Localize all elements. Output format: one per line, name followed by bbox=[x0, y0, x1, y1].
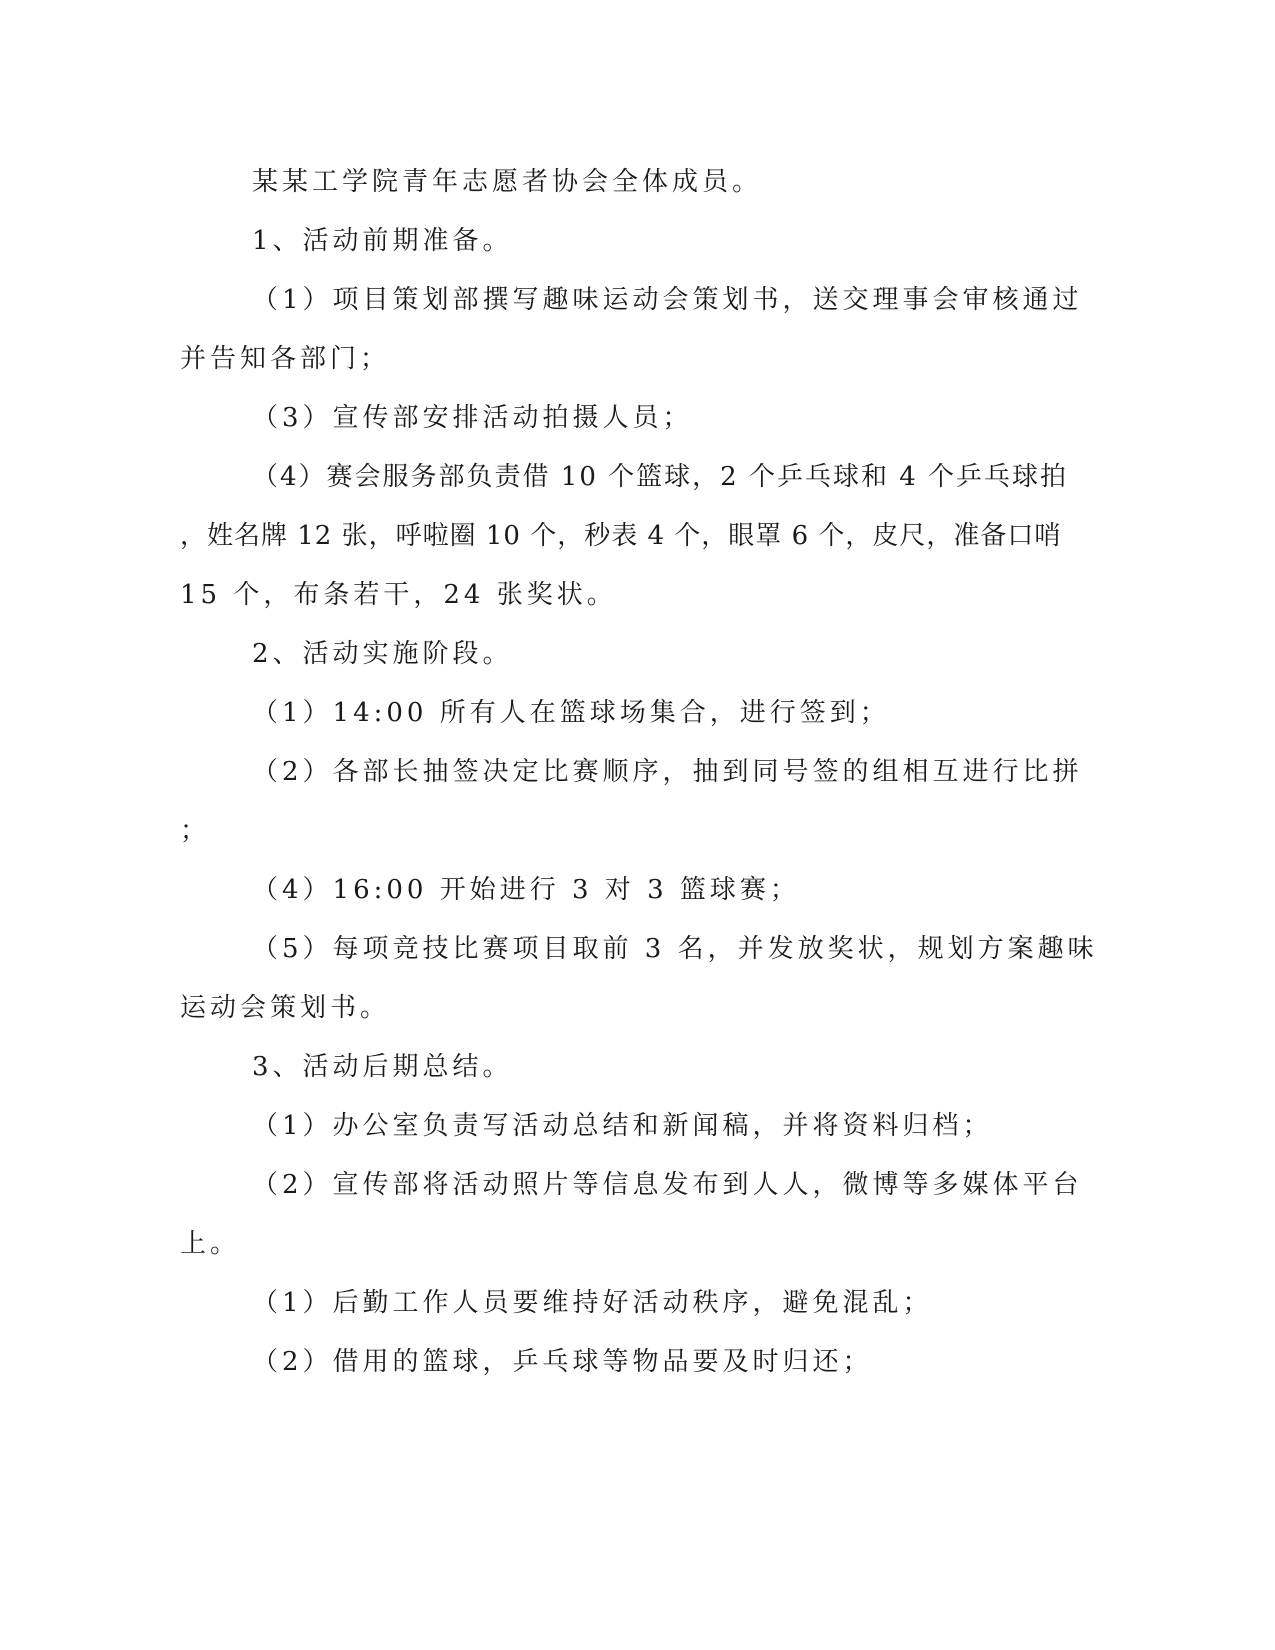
text-line: （2）借用的篮球，乒乓球等物品要及时归还； bbox=[252, 1347, 873, 1377]
text-line: 15 个，布条若干，24 张奖状。 bbox=[180, 580, 617, 610]
text-line: 并告知各部门； bbox=[180, 344, 391, 374]
text-line: （2）宣传部将活动照片等信息发布到人人，微博等多媒体平台 bbox=[252, 1170, 1083, 1200]
text-line: （1）办公室负责写活动总结和新闻稿，并将资料归档； bbox=[252, 1111, 993, 1141]
section-heading: 3、活动后期总结。 bbox=[252, 1052, 513, 1082]
section-heading: 2、活动实施阶段。 bbox=[252, 639, 513, 669]
text-line: （4）赛会服务部负责借 10 个篮球，2 个乒乓球和 4 个乒乓球拍 bbox=[252, 462, 1069, 492]
text-line: 上。 bbox=[180, 1229, 241, 1259]
text-line: （4）16:00 开始进行 3 对 3 篮球赛； bbox=[252, 875, 800, 905]
section-heading: 1、活动前期准备。 bbox=[252, 226, 513, 256]
text-line: ； bbox=[180, 816, 211, 846]
text-line: （1）后勤工作人员要维持好活动秩序，避免混乱； bbox=[252, 1288, 933, 1318]
text-line: ，姓名牌 12 张，呼啦圈 10 个，秒表 4 个，眼罩 6 个，皮尺，准备口哨 bbox=[180, 521, 1062, 551]
text-line: （2）各部长抽签决定比赛顺序，抽到同号签的组相互进行比拼 bbox=[252, 757, 1083, 787]
text-line: 运动会策划书。 bbox=[180, 993, 391, 1023]
text-line: （1）14:00 所有人在篮球场集合，进行签到； bbox=[252, 698, 890, 728]
text-line: 某某工学院青年志愿者协会全体成员。 bbox=[252, 167, 763, 197]
text-line: （1）项目策划部撰写趣味运动会策划书，送交理事会审核通过 bbox=[252, 285, 1083, 315]
text-line: （5）每项竞技比赛项目取前 3 名，并发放奖状，规划方案趣味 bbox=[252, 934, 1098, 964]
text-line: （3）宣传部安排活动拍摄人员； bbox=[252, 403, 693, 433]
